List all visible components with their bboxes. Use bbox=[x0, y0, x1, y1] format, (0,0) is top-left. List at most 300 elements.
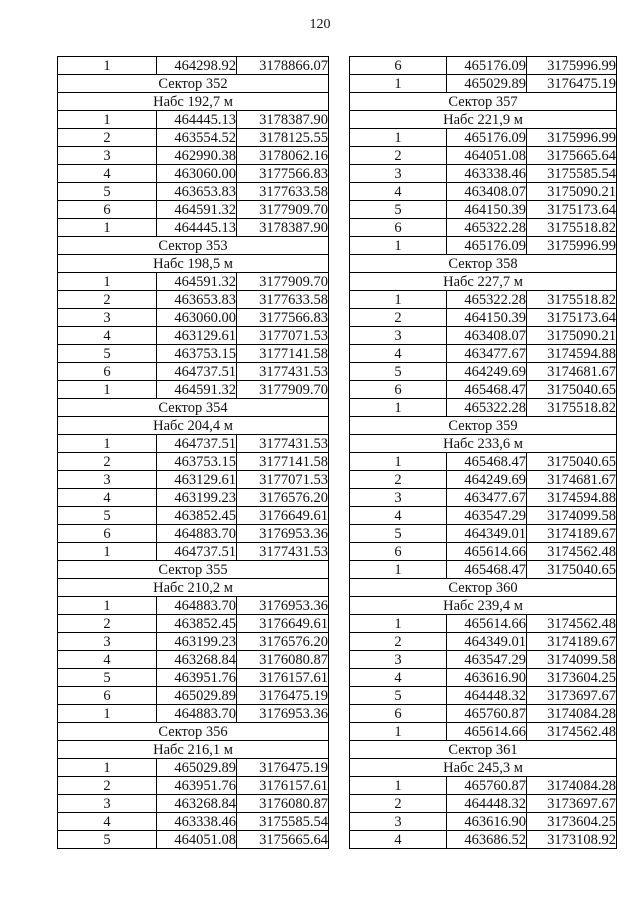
y-coordinate-cell: 3173697.67 bbox=[527, 687, 617, 705]
coordinate-row bbox=[58, 525, 329, 543]
point-number-cell: 4 bbox=[58, 813, 157, 831]
x-coordinate-cell: 463129.61 bbox=[157, 327, 237, 345]
coordinate-row bbox=[350, 381, 617, 399]
coordinate-row bbox=[58, 129, 329, 147]
point-number-cell: 1 bbox=[350, 615, 447, 633]
sector-header-cell: Сектор 353 bbox=[58, 237, 329, 255]
coordinate-row bbox=[350, 237, 617, 255]
sector-header-row bbox=[58, 237, 329, 255]
x-coordinate-cell: 463753.15 bbox=[157, 345, 237, 363]
x-coordinate-cell: 464883.70 bbox=[157, 705, 237, 723]
coordinate-row bbox=[350, 705, 617, 723]
sector-header-cell: Сектор 354 bbox=[58, 399, 329, 417]
x-coordinate-cell: 463616.90 bbox=[447, 669, 527, 687]
sector-header-cell: Сектор 355 bbox=[58, 561, 329, 579]
y-coordinate-cell: 3177909.70 bbox=[237, 381, 329, 399]
sector-header-cell: Сектор 356 bbox=[58, 723, 329, 741]
point-number-cell: 1 bbox=[58, 273, 157, 291]
sector-header-cell: Набс 204,4 м bbox=[58, 417, 329, 435]
point-number-cell: 5 bbox=[58, 507, 157, 525]
coordinate-row bbox=[350, 345, 617, 363]
x-coordinate-cell: 463408.07 bbox=[447, 183, 527, 201]
y-coordinate-cell: 3177071.53 bbox=[237, 471, 329, 489]
sector-header-cell: Набс 216,1 м bbox=[58, 741, 329, 759]
coordinate-row bbox=[58, 543, 329, 561]
point-number-cell: 1 bbox=[350, 129, 447, 147]
point-number-cell: 1 bbox=[350, 237, 447, 255]
coordinate-row bbox=[58, 669, 329, 687]
coordinate-row bbox=[350, 471, 617, 489]
point-number-cell: 2 bbox=[58, 615, 157, 633]
sector-header-cell: Сектор 361 bbox=[350, 741, 617, 759]
sector-header-row bbox=[350, 741, 617, 759]
coordinate-row bbox=[58, 273, 329, 291]
coordinate-row bbox=[58, 381, 329, 399]
y-coordinate-cell: 3175090.21 bbox=[527, 327, 617, 345]
point-number-cell: 1 bbox=[350, 291, 447, 309]
y-coordinate-cell: 3174084.28 bbox=[527, 705, 617, 723]
sector-header-cell: Сектор 358 bbox=[350, 255, 617, 273]
point-number-cell: 1 bbox=[58, 543, 157, 561]
sector-header-row bbox=[350, 597, 617, 615]
x-coordinate-cell: 463547.29 bbox=[447, 507, 527, 525]
coordinate-row bbox=[58, 165, 329, 183]
coordinate-row bbox=[58, 453, 329, 471]
y-coordinate-cell: 3176157.61 bbox=[237, 669, 329, 687]
x-coordinate-cell: 463338.46 bbox=[157, 813, 237, 831]
x-coordinate-cell: 464591.32 bbox=[157, 201, 237, 219]
x-coordinate-cell: 463338.46 bbox=[447, 165, 527, 183]
point-number-cell: 2 bbox=[350, 633, 447, 651]
x-coordinate-cell: 463199.23 bbox=[157, 633, 237, 651]
x-coordinate-cell: 464150.39 bbox=[447, 309, 527, 327]
x-coordinate-cell: 464249.69 bbox=[447, 471, 527, 489]
point-number-cell: 6 bbox=[350, 57, 447, 75]
coordinate-row bbox=[350, 201, 617, 219]
coordinate-row bbox=[58, 363, 329, 381]
x-coordinate-cell: 465029.89 bbox=[157, 759, 237, 777]
y-coordinate-cell: 3175090.21 bbox=[527, 183, 617, 201]
y-coordinate-cell: 3177566.83 bbox=[237, 165, 329, 183]
sector-header-row bbox=[350, 759, 617, 777]
point-number-cell: 1 bbox=[350, 723, 447, 741]
point-number-cell: 1 bbox=[58, 381, 157, 399]
sector-header-cell: Сектор 360 bbox=[350, 579, 617, 597]
coordinate-row bbox=[350, 489, 617, 507]
sector-header-cell: Сектор 357 bbox=[350, 93, 617, 111]
sector-header-row bbox=[350, 417, 617, 435]
point-number-cell: 4 bbox=[350, 183, 447, 201]
y-coordinate-cell: 3177633.58 bbox=[237, 291, 329, 309]
y-coordinate-cell: 3175518.82 bbox=[527, 291, 617, 309]
sector-header-row bbox=[350, 111, 617, 129]
y-coordinate-cell: 3177431.53 bbox=[237, 543, 329, 561]
point-number-cell: 2 bbox=[350, 147, 447, 165]
page-number: 120 bbox=[309, 17, 331, 32]
y-coordinate-cell: 3176953.36 bbox=[237, 597, 329, 615]
point-number-cell: 5 bbox=[350, 525, 447, 543]
x-coordinate-cell: 463554.52 bbox=[157, 129, 237, 147]
x-coordinate-cell: 463852.45 bbox=[157, 615, 237, 633]
y-coordinate-cell: 3174594.88 bbox=[527, 345, 617, 363]
coordinate-row bbox=[350, 813, 617, 831]
x-coordinate-cell: 463268.84 bbox=[157, 651, 237, 669]
sector-header-cell: Набс 192,7 м bbox=[58, 93, 329, 111]
coordinate-row bbox=[58, 615, 329, 633]
point-number-cell: 4 bbox=[58, 651, 157, 669]
x-coordinate-cell: 465468.47 bbox=[447, 381, 527, 399]
y-coordinate-cell: 3176649.61 bbox=[237, 615, 329, 633]
x-coordinate-cell: 463199.23 bbox=[157, 489, 237, 507]
x-coordinate-cell: 464349.01 bbox=[447, 525, 527, 543]
y-coordinate-cell: 3174189.67 bbox=[527, 525, 617, 543]
y-coordinate-cell: 3174594.88 bbox=[527, 489, 617, 507]
y-coordinate-cell: 3175040.65 bbox=[527, 453, 617, 471]
point-number-cell: 5 bbox=[58, 831, 157, 849]
point-number-cell: 1 bbox=[350, 75, 447, 93]
x-coordinate-cell: 465322.28 bbox=[447, 219, 527, 237]
sector-header-row bbox=[58, 93, 329, 111]
point-number-cell: 6 bbox=[350, 705, 447, 723]
coordinate-row bbox=[58, 687, 329, 705]
point-number-cell: 3 bbox=[350, 813, 447, 831]
y-coordinate-cell: 3175585.54 bbox=[527, 165, 617, 183]
sector-header-cell: Набс 198,5 м bbox=[58, 255, 329, 273]
point-number-cell: 3 bbox=[58, 471, 157, 489]
x-coordinate-cell: 464051.08 bbox=[447, 147, 527, 165]
x-coordinate-cell: 463060.00 bbox=[157, 309, 237, 327]
x-coordinate-cell: 463060.00 bbox=[157, 165, 237, 183]
y-coordinate-cell: 3178387.90 bbox=[237, 219, 329, 237]
sector-header-row bbox=[350, 255, 617, 273]
x-coordinate-cell: 464445.13 bbox=[157, 111, 237, 129]
y-coordinate-cell: 3178125.55 bbox=[237, 129, 329, 147]
y-coordinate-cell: 3176080.87 bbox=[237, 651, 329, 669]
coordinate-row bbox=[58, 219, 329, 237]
coordinate-row bbox=[350, 75, 617, 93]
coordinate-row bbox=[350, 651, 617, 669]
point-number-cell: 2 bbox=[58, 129, 157, 147]
y-coordinate-cell: 3176649.61 bbox=[237, 507, 329, 525]
x-coordinate-cell: 464883.70 bbox=[157, 597, 237, 615]
y-coordinate-cell: 3175996.99 bbox=[527, 129, 617, 147]
point-number-cell: 1 bbox=[350, 777, 447, 795]
y-coordinate-cell: 3175173.64 bbox=[527, 309, 617, 327]
point-number-cell: 6 bbox=[58, 363, 157, 381]
point-number-cell: 6 bbox=[58, 201, 157, 219]
point-number-cell: 2 bbox=[350, 471, 447, 489]
point-number-cell: 4 bbox=[58, 327, 157, 345]
y-coordinate-cell: 3174562.48 bbox=[527, 723, 617, 741]
point-number-cell: 3 bbox=[350, 489, 447, 507]
coordinate-row bbox=[58, 183, 329, 201]
y-coordinate-cell: 3174099.58 bbox=[527, 507, 617, 525]
point-number-cell: 4 bbox=[350, 831, 447, 849]
sector-header-cell: Набс 245,3 м bbox=[350, 759, 617, 777]
y-coordinate-cell: 3176475.19 bbox=[237, 687, 329, 705]
y-coordinate-cell: 3175173.64 bbox=[527, 201, 617, 219]
point-number-cell: 1 bbox=[350, 399, 447, 417]
y-coordinate-cell: 3176953.36 bbox=[237, 525, 329, 543]
point-number-cell: 6 bbox=[350, 381, 447, 399]
x-coordinate-cell: 465468.47 bbox=[447, 453, 527, 471]
sector-header-row bbox=[58, 723, 329, 741]
coordinate-row bbox=[58, 651, 329, 669]
x-coordinate-cell: 462990.38 bbox=[157, 147, 237, 165]
point-number-cell: 4 bbox=[350, 507, 447, 525]
y-coordinate-cell: 3173604.25 bbox=[527, 813, 617, 831]
point-number-cell: 2 bbox=[58, 291, 157, 309]
point-number-cell: 1 bbox=[58, 111, 157, 129]
y-coordinate-cell: 3175996.99 bbox=[527, 57, 617, 75]
point-number-cell: 3 bbox=[58, 147, 157, 165]
point-number-cell: 5 bbox=[58, 345, 157, 363]
coordinate-row bbox=[58, 831, 329, 849]
x-coordinate-cell: 465760.87 bbox=[447, 777, 527, 795]
x-coordinate-cell: 463951.76 bbox=[157, 669, 237, 687]
left-coordinates-table bbox=[57, 56, 329, 849]
coordinate-row bbox=[350, 309, 617, 327]
x-coordinate-cell: 464150.39 bbox=[447, 201, 527, 219]
y-coordinate-cell: 3173604.25 bbox=[527, 669, 617, 687]
coordinate-row bbox=[58, 327, 329, 345]
x-coordinate-cell: 463951.76 bbox=[157, 777, 237, 795]
point-number-cell: 5 bbox=[350, 363, 447, 381]
point-number-cell: 3 bbox=[350, 165, 447, 183]
coordinate-row bbox=[58, 759, 329, 777]
coordinate-row bbox=[58, 489, 329, 507]
x-coordinate-cell: 464051.08 bbox=[157, 831, 237, 849]
point-number-cell: 5 bbox=[58, 669, 157, 687]
x-coordinate-cell: 464298.92 bbox=[157, 57, 237, 75]
y-coordinate-cell: 3175518.82 bbox=[527, 219, 617, 237]
sector-header-row bbox=[58, 579, 329, 597]
sector-header-row bbox=[58, 417, 329, 435]
x-coordinate-cell: 464737.51 bbox=[157, 435, 237, 453]
y-coordinate-cell: 3174099.58 bbox=[527, 651, 617, 669]
point-number-cell: 3 bbox=[350, 651, 447, 669]
y-coordinate-cell: 3177431.53 bbox=[237, 435, 329, 453]
y-coordinate-cell: 3177566.83 bbox=[237, 309, 329, 327]
x-coordinate-cell: 463477.67 bbox=[447, 345, 527, 363]
coordinate-row bbox=[58, 471, 329, 489]
x-coordinate-cell: 465760.87 bbox=[447, 705, 527, 723]
x-coordinate-cell: 465176.09 bbox=[447, 237, 527, 255]
y-coordinate-cell: 3174681.67 bbox=[527, 471, 617, 489]
point-number-cell: 4 bbox=[350, 345, 447, 363]
y-coordinate-cell: 3176475.19 bbox=[527, 75, 617, 93]
y-coordinate-cell: 3177071.53 bbox=[237, 327, 329, 345]
sector-header-cell: Набс 233,6 м bbox=[350, 435, 617, 453]
coordinate-row bbox=[58, 147, 329, 165]
coordinate-row bbox=[350, 777, 617, 795]
x-coordinate-cell: 464737.51 bbox=[157, 363, 237, 381]
coordinate-row bbox=[58, 291, 329, 309]
x-coordinate-cell: 463616.90 bbox=[447, 813, 527, 831]
coordinate-row bbox=[58, 507, 329, 525]
y-coordinate-cell: 3174562.48 bbox=[527, 543, 617, 561]
coordinate-row bbox=[350, 615, 617, 633]
point-number-cell: 1 bbox=[350, 453, 447, 471]
coordinate-row bbox=[350, 525, 617, 543]
coordinate-row bbox=[350, 453, 617, 471]
sector-header-row bbox=[58, 399, 329, 417]
y-coordinate-cell: 3176157.61 bbox=[237, 777, 329, 795]
coordinate-row bbox=[350, 183, 617, 201]
x-coordinate-cell: 463653.83 bbox=[157, 291, 237, 309]
sector-header-cell: Набс 239,4 м bbox=[350, 597, 617, 615]
x-coordinate-cell: 464349.01 bbox=[447, 633, 527, 651]
x-coordinate-cell: 465614.66 bbox=[447, 723, 527, 741]
x-coordinate-cell: 465614.66 bbox=[447, 615, 527, 633]
sector-header-row bbox=[58, 561, 329, 579]
x-coordinate-cell: 465029.89 bbox=[157, 687, 237, 705]
coordinate-row bbox=[58, 201, 329, 219]
y-coordinate-cell: 3175585.54 bbox=[237, 813, 329, 831]
coordinate-row bbox=[350, 327, 617, 345]
x-coordinate-cell: 464883.70 bbox=[157, 525, 237, 543]
point-number-cell: 5 bbox=[58, 183, 157, 201]
point-number-cell: 4 bbox=[58, 489, 157, 507]
coordinate-row bbox=[58, 597, 329, 615]
sector-header-row bbox=[350, 93, 617, 111]
coordinate-row bbox=[58, 57, 329, 75]
coordinate-row bbox=[350, 543, 617, 561]
point-number-cell: 3 bbox=[58, 633, 157, 651]
point-number-cell: 1 bbox=[58, 57, 157, 75]
y-coordinate-cell: 3177141.58 bbox=[237, 345, 329, 363]
right-coordinates-table bbox=[349, 56, 617, 849]
coordinate-row bbox=[58, 633, 329, 651]
coordinate-row bbox=[350, 129, 617, 147]
y-coordinate-cell: 3173108.92 bbox=[527, 831, 617, 849]
x-coordinate-cell: 464591.32 bbox=[157, 273, 237, 291]
point-number-cell: 5 bbox=[350, 201, 447, 219]
y-coordinate-cell: 3178387.90 bbox=[237, 111, 329, 129]
point-number-cell: 6 bbox=[58, 687, 157, 705]
x-coordinate-cell: 463653.83 bbox=[157, 183, 237, 201]
y-coordinate-cell: 3175665.64 bbox=[527, 147, 617, 165]
point-number-cell: 2 bbox=[58, 453, 157, 471]
y-coordinate-cell: 3178866.07 bbox=[237, 57, 329, 75]
coordinate-row bbox=[350, 795, 617, 813]
coordinate-row bbox=[350, 561, 617, 579]
sector-header-cell: Сектор 352 bbox=[58, 75, 329, 93]
y-coordinate-cell: 3177141.58 bbox=[237, 453, 329, 471]
y-coordinate-cell: 3175040.65 bbox=[527, 381, 617, 399]
sector-header-cell: Сектор 359 bbox=[350, 417, 617, 435]
y-coordinate-cell: 3176080.87 bbox=[237, 795, 329, 813]
y-coordinate-cell: 3174084.28 bbox=[527, 777, 617, 795]
y-coordinate-cell: 3177909.70 bbox=[237, 201, 329, 219]
coordinate-row bbox=[58, 795, 329, 813]
coordinate-row bbox=[58, 777, 329, 795]
point-number-cell: 4 bbox=[350, 669, 447, 687]
coordinate-row bbox=[350, 219, 617, 237]
x-coordinate-cell: 464448.32 bbox=[447, 687, 527, 705]
y-coordinate-cell: 3174681.67 bbox=[527, 363, 617, 381]
coordinate-row bbox=[350, 669, 617, 687]
coordinate-row bbox=[350, 687, 617, 705]
x-coordinate-cell: 463852.45 bbox=[157, 507, 237, 525]
y-coordinate-cell: 3173697.67 bbox=[527, 795, 617, 813]
point-number-cell: 1 bbox=[58, 759, 157, 777]
point-number-cell: 5 bbox=[350, 687, 447, 705]
coordinate-row bbox=[350, 57, 617, 75]
point-number-cell: 6 bbox=[350, 543, 447, 561]
coordinate-row bbox=[350, 165, 617, 183]
x-coordinate-cell: 463408.07 bbox=[447, 327, 527, 345]
x-coordinate-cell: 464737.51 bbox=[157, 543, 237, 561]
coordinate-row bbox=[350, 633, 617, 651]
coordinate-row bbox=[58, 705, 329, 723]
x-coordinate-cell: 463129.61 bbox=[157, 471, 237, 489]
x-coordinate-cell: 465029.89 bbox=[447, 75, 527, 93]
point-number-cell: 3 bbox=[58, 309, 157, 327]
coordinate-row bbox=[350, 831, 617, 849]
coordinate-row bbox=[350, 507, 617, 525]
point-number-cell: 2 bbox=[350, 309, 447, 327]
x-coordinate-cell: 465614.66 bbox=[447, 543, 527, 561]
y-coordinate-cell: 3175996.99 bbox=[527, 237, 617, 255]
y-coordinate-cell: 3178062.16 bbox=[237, 147, 329, 165]
point-number-cell: 1 bbox=[58, 705, 157, 723]
x-coordinate-cell: 464448.32 bbox=[447, 795, 527, 813]
point-number-cell: 2 bbox=[58, 777, 157, 795]
x-coordinate-cell: 464591.32 bbox=[157, 381, 237, 399]
x-coordinate-cell: 463477.67 bbox=[447, 489, 527, 507]
point-number-cell: 1 bbox=[58, 219, 157, 237]
sector-header-row bbox=[58, 75, 329, 93]
coordinate-row bbox=[350, 723, 617, 741]
x-coordinate-cell: 463753.15 bbox=[157, 453, 237, 471]
sector-header-row bbox=[58, 741, 329, 759]
coordinate-row bbox=[58, 309, 329, 327]
point-number-cell: 1 bbox=[350, 561, 447, 579]
x-coordinate-cell: 465176.09 bbox=[447, 57, 527, 75]
coordinate-row bbox=[58, 813, 329, 831]
sector-header-cell: Набс 227,7 м bbox=[350, 273, 617, 291]
coordinate-row bbox=[350, 363, 617, 381]
point-number-cell: 4 bbox=[58, 165, 157, 183]
y-coordinate-cell: 3175518.82 bbox=[527, 399, 617, 417]
point-number-cell: 1 bbox=[58, 435, 157, 453]
coordinate-row bbox=[350, 147, 617, 165]
point-number-cell: 6 bbox=[350, 219, 447, 237]
y-coordinate-cell: 3177431.53 bbox=[237, 363, 329, 381]
y-coordinate-cell: 3176475.19 bbox=[237, 759, 329, 777]
point-number-cell: 3 bbox=[58, 795, 157, 813]
y-coordinate-cell: 3176576.20 bbox=[237, 489, 329, 507]
x-coordinate-cell: 464249.69 bbox=[447, 363, 527, 381]
coordinate-row bbox=[58, 345, 329, 363]
point-number-cell: 6 bbox=[58, 525, 157, 543]
y-coordinate-cell: 3174189.67 bbox=[527, 633, 617, 651]
y-coordinate-cell: 3174562.48 bbox=[527, 615, 617, 633]
coordinate-row bbox=[58, 111, 329, 129]
x-coordinate-cell: 463547.29 bbox=[447, 651, 527, 669]
x-coordinate-cell: 464445.13 bbox=[157, 219, 237, 237]
sector-header-row bbox=[350, 435, 617, 453]
sector-header-cell: Набс 210,2 м bbox=[58, 579, 329, 597]
sector-header-cell: Набс 221,9 м bbox=[350, 111, 617, 129]
coordinate-row bbox=[350, 399, 617, 417]
coordinate-row bbox=[350, 291, 617, 309]
y-coordinate-cell: 3176576.20 bbox=[237, 633, 329, 651]
x-coordinate-cell: 465322.28 bbox=[447, 399, 527, 417]
x-coordinate-cell: 463686.52 bbox=[447, 831, 527, 849]
y-coordinate-cell: 3176953.36 bbox=[237, 705, 329, 723]
